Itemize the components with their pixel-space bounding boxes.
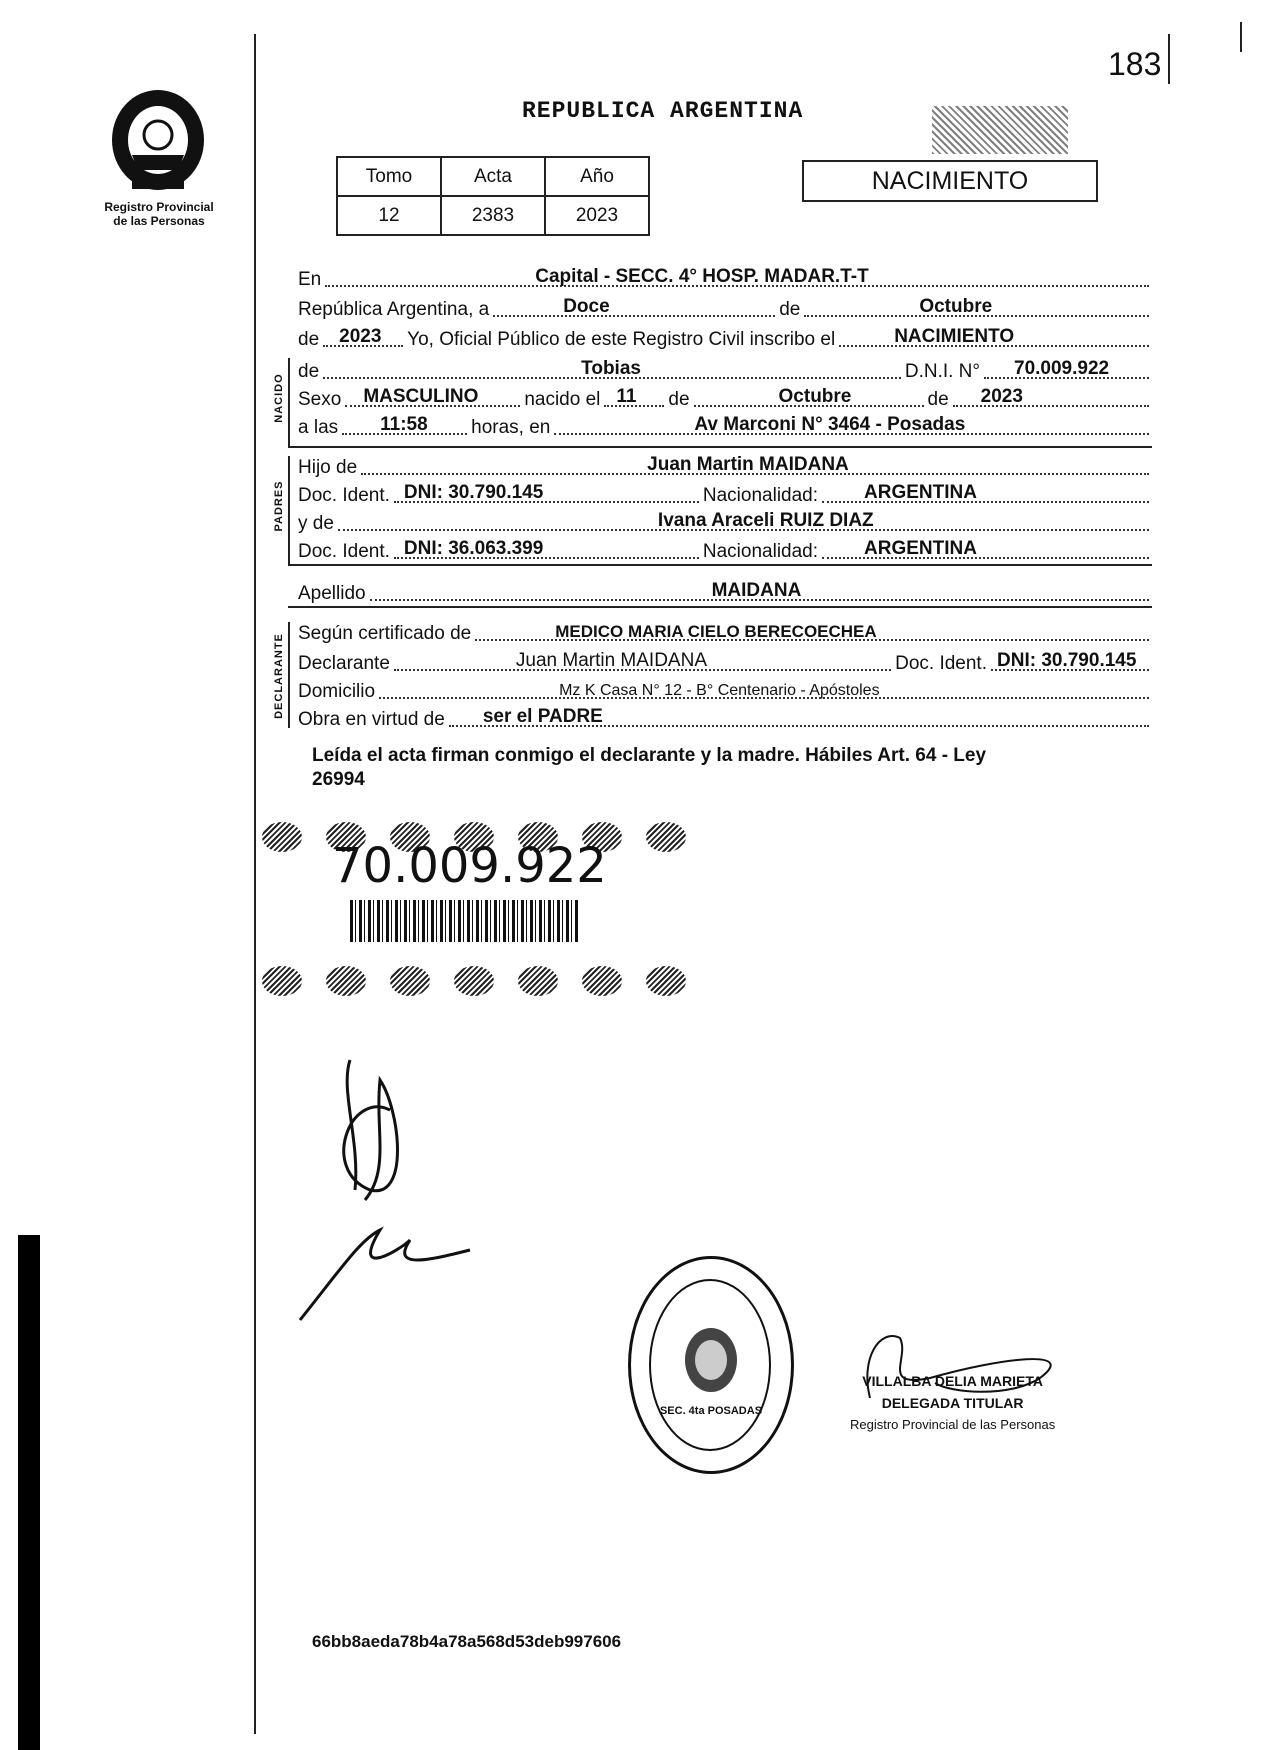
mother-name: Ivana Araceli RUIZ DIAZ [657, 509, 874, 531]
province-shield-icon [102, 80, 214, 192]
obra-label: Obra en virtud de [298, 708, 445, 730]
month-value: Octubre [919, 295, 993, 317]
child-name: Tobias [581, 357, 641, 379]
declarant-signature [280, 1050, 520, 1340]
sexo-label: Sexo [298, 388, 342, 410]
birth-day: 11 [616, 385, 637, 407]
official-block [850, 1370, 1055, 1436]
section-label-padres: PADRES [273, 480, 285, 532]
nacido-bracket [288, 358, 290, 446]
hijo-de-label: Hijo de [298, 456, 358, 478]
row-nacido-sexo [298, 384, 1153, 411]
obra-value: ser el PADRE [482, 705, 603, 727]
table-value-ano: 2023 [545, 196, 649, 235]
year-value: 2023 [339, 325, 382, 347]
declarante-bracket [288, 622, 290, 728]
row-father-doc [298, 480, 1153, 507]
right-margin-line [1168, 34, 1170, 84]
de-label: de [779, 298, 801, 320]
official-office: Registro Provincial de las Personas [850, 1417, 1056, 1432]
official-title: DELEGADA TITULAR [881, 1395, 1024, 1411]
table-value-tomo: 12 [337, 196, 441, 235]
mother-doc: DNI: 36.063.399 [403, 537, 544, 559]
table-value-acta: 2383 [441, 196, 545, 235]
row-certificado [298, 618, 1153, 645]
table-header-acta: Acta [441, 157, 545, 196]
nacido-de-label: de [298, 360, 320, 382]
padres-bracket [288, 456, 290, 564]
nacido-el-label: nacido el [524, 388, 601, 410]
inscribo-value: NACIMIENTO [894, 325, 1015, 347]
row-inscribo [298, 324, 1153, 351]
closing-text [312, 744, 986, 792]
father-doc: DNI: 30.790.145 [403, 481, 544, 503]
y-de-label: y de [298, 512, 334, 534]
stamp-id-number: 70.009.922 [332, 838, 607, 894]
row-en [298, 264, 1153, 291]
security-hologram [932, 106, 1068, 154]
dni-label: D.N.I. N° [904, 360, 980, 382]
domicilio-value: Mz K Casa N° 12 - B° Centenario - Apóstoles [559, 681, 880, 699]
section-label-nacido: NACIDO [273, 373, 285, 423]
en-label: En [298, 268, 322, 290]
seal-shield-icon [681, 1325, 741, 1395]
row-hijo-de [298, 452, 1153, 479]
id-stamp [262, 800, 712, 1000]
declarante-value: Juan Martin MAIDANA [515, 649, 708, 671]
country-title: REPUBLICA ARGENTINA [522, 98, 804, 124]
en-value: Capital - SECC. 4° HOSP. MADAR.T-T [535, 265, 869, 287]
birth-month: Octubre [778, 385, 852, 407]
apellido-rule [288, 606, 1152, 608]
seal-inner-text: SEC. 4ta POSADAS [659, 1405, 763, 1417]
apellido-value: MAIDANA [711, 579, 802, 601]
birth-year: 2023 [980, 385, 1023, 407]
apellido-label: Apellido [298, 582, 366, 604]
mother-doc-label: Doc. Ident. [298, 540, 390, 562]
sexo-value: MASCULINO [363, 385, 479, 407]
official-name: VILLALBA DELIA MARIETA [862, 1373, 1043, 1389]
closing-line1: Leída el acta firman conmigo el declarante y la madre. Hábiles Art. 64 - Ley [312, 745, 987, 766]
father-nat-label: Nacionalidad: [702, 484, 819, 506]
nacido-de2: de [927, 388, 949, 410]
certificado-value: MEDICO MARIA CIELO BERECOECHEA [555, 621, 877, 641]
declarante-doc-label: Doc. Ident. [895, 652, 987, 674]
row-nacido-hora [298, 412, 1153, 439]
page-number: 183 [1108, 46, 1162, 82]
nacido-de1: de [668, 388, 690, 410]
child-dni: 70.009.922 [1014, 357, 1110, 379]
horas-label: horas, en [471, 416, 551, 438]
birth-time: 11:58 [380, 413, 428, 435]
table-header-tomo: Tomo [337, 157, 441, 196]
father-nationality: ARGENTINA [864, 481, 977, 503]
republica-label: República Argentina, a [298, 298, 490, 320]
inscribo-text: Yo, Oficial Público de este Registro Civil inscribo el [407, 328, 836, 350]
birth-place: Av Marconi N° 3464 - Posadas [694, 413, 966, 435]
nacido-rule [288, 446, 1152, 448]
act-type-box: NACIMIENTO [802, 160, 1098, 202]
document-hash: 66bb8aeda78b4a78a568d53deb997606 [312, 1632, 622, 1651]
record-table [336, 156, 650, 236]
day-value: Doce [563, 295, 610, 317]
mother-nationality: ARGENTINA [864, 537, 977, 559]
row-nacido-name [298, 356, 1153, 383]
declarante-doc: DNI: 30.790.145 [997, 649, 1137, 671]
table-header-ano: Año [545, 157, 649, 196]
father-name: Juan Martin MAIDANA [647, 453, 849, 475]
scan-edge-mark [1240, 22, 1242, 52]
padres-rule [288, 564, 1152, 566]
row-obra [298, 704, 1153, 731]
alas-label: a las [298, 416, 339, 438]
row-mother-doc [298, 536, 1153, 563]
logo-caption-line1: Registro Provincial [104, 200, 214, 214]
row-republica [298, 294, 1153, 321]
scan-edge-line [18, 1235, 40, 1750]
domicilio-label: Domicilio [298, 680, 376, 702]
row-y-de [298, 508, 1153, 535]
left-margin-line [254, 34, 256, 1734]
certificado-label: Según certificado de [298, 622, 472, 644]
father-doc-label: Doc. Ident. [298, 484, 390, 506]
logo-caption-line2: de las Personas [113, 214, 205, 228]
logo-caption [84, 200, 234, 228]
closing-line2: 26994 [312, 769, 365, 790]
mother-nat-label: Nacionalidad: [702, 540, 819, 562]
barcode [350, 900, 578, 942]
row-domicilio [298, 676, 1153, 703]
stamp-bottom-band [262, 966, 710, 1001]
province-logo [102, 80, 214, 192]
year-prefix: de [298, 328, 320, 350]
registry-seal [628, 1256, 794, 1474]
row-apellido [298, 578, 1153, 605]
declarante-label: Declarante [298, 652, 390, 674]
row-declarante [298, 648, 1153, 675]
section-label-declarante: DECLARANTE [273, 633, 285, 719]
